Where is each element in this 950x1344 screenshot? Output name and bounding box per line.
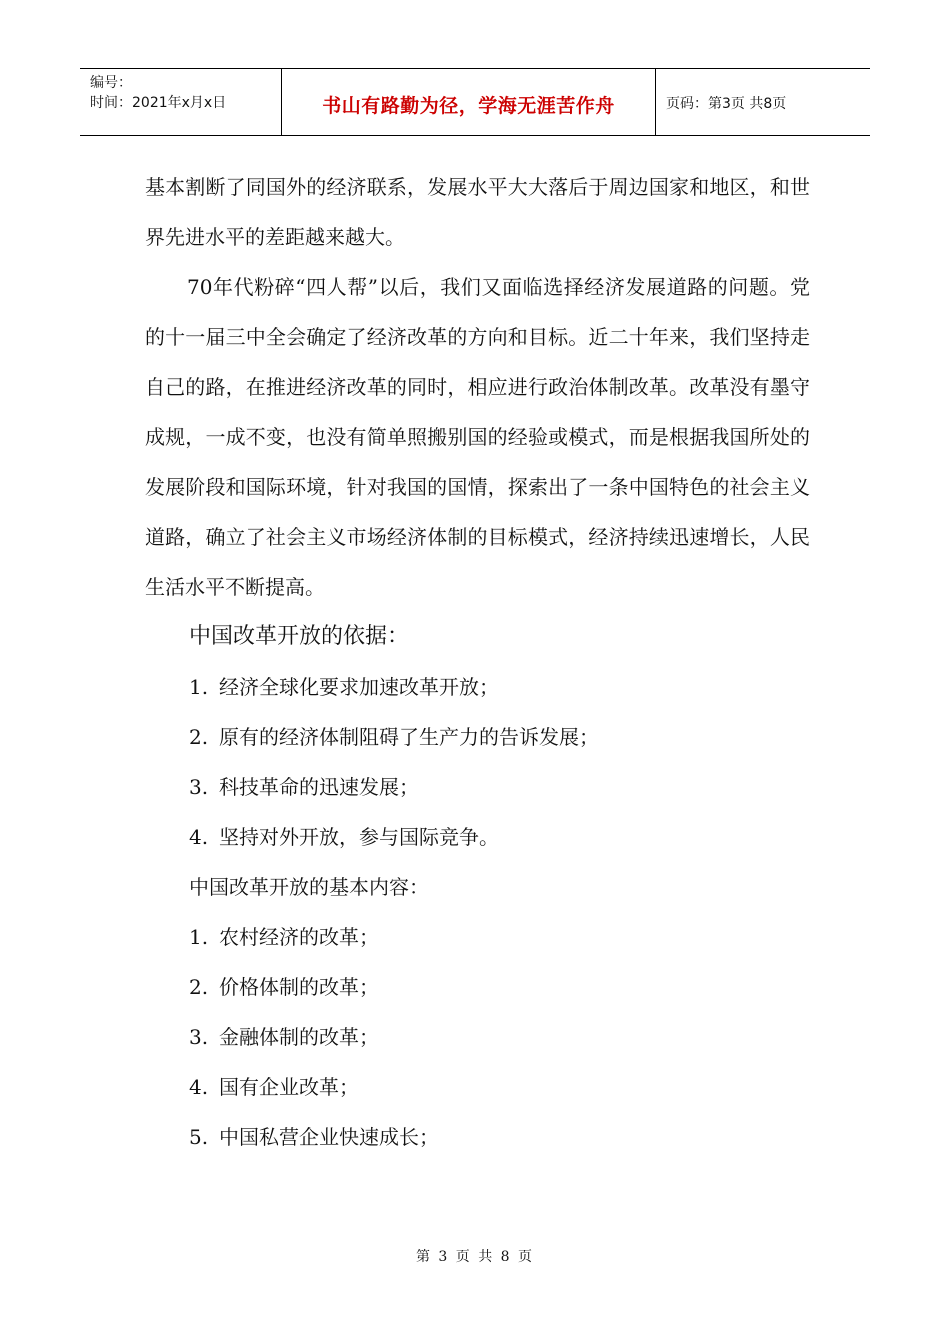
page-footer	[0, 1246, 950, 1266]
list-item: 4. 坚持对外开放，参与国际竞争。	[189, 825, 499, 849]
section-heading-content: 中国改革开放的基本内容：	[189, 875, 429, 899]
content-list	[145, 912, 810, 1162]
list-item: 4. 国有企业改革；	[189, 1075, 359, 1099]
footer-page-number: 第 3 页 共 8 页	[415, 1249, 535, 1265]
header-motto-cell	[282, 69, 656, 135]
page-header	[80, 68, 870, 136]
header-page-cell	[656, 69, 870, 135]
header-page-info: 页码：第3页 共8页	[666, 96, 787, 112]
list-item: 1. 经济全球化要求加速改革开放；	[189, 675, 499, 699]
header-left-cell	[80, 69, 282, 135]
header-motto: 书山有路勤为径，学海无涯苦作舟	[322, 94, 615, 117]
basis-list	[145, 662, 810, 862]
section-heading-basis: 中国改革开放的依据：	[189, 624, 410, 649]
list-item: 2. 原有的经济体制阻碍了生产力的告诉发展；	[189, 725, 599, 749]
list-item: 5. 中国私营企业快速成长；	[189, 1125, 439, 1149]
serial-label: 编号：	[90, 75, 132, 91]
document-body	[145, 162, 810, 1162]
list-item: 1. 农村经济的改革；	[189, 925, 379, 949]
list-item: 3. 科技革命的迅速发展；	[189, 775, 419, 799]
paragraph-1: 基本割断了同国外的经济联系，发展水平大大落后于周边国家和地区，和世界先进水平的差距越来越大。	[145, 175, 810, 249]
date-label: 时间：2021年x月x日	[90, 95, 227, 111]
list-item: 2. 价格体制的改革；	[189, 975, 379, 999]
paragraph-2: 70年代粉碎“四人帮”以后，我们又面临选择经济发展道路的问题。党的十一届三中全会确定了经济改革的方向和目标。近二十年来，我们坚持走自己的路，在推进经济改革的同时，相应进行政治体制改革。改革没有墨守成规，一成不变，也没有简单照搬别国的经验或模式，而是根据我国所处的发展阶段和国际环境，针对我国的国情，探索出了一条中国特色的社会主义道路，确立了社会主义市场经济体制的目标模式，经济持续迅速增长，人民生活水平不断提高。	[145, 275, 810, 599]
list-item: 3. 金融体制的改革；	[189, 1025, 379, 1049]
